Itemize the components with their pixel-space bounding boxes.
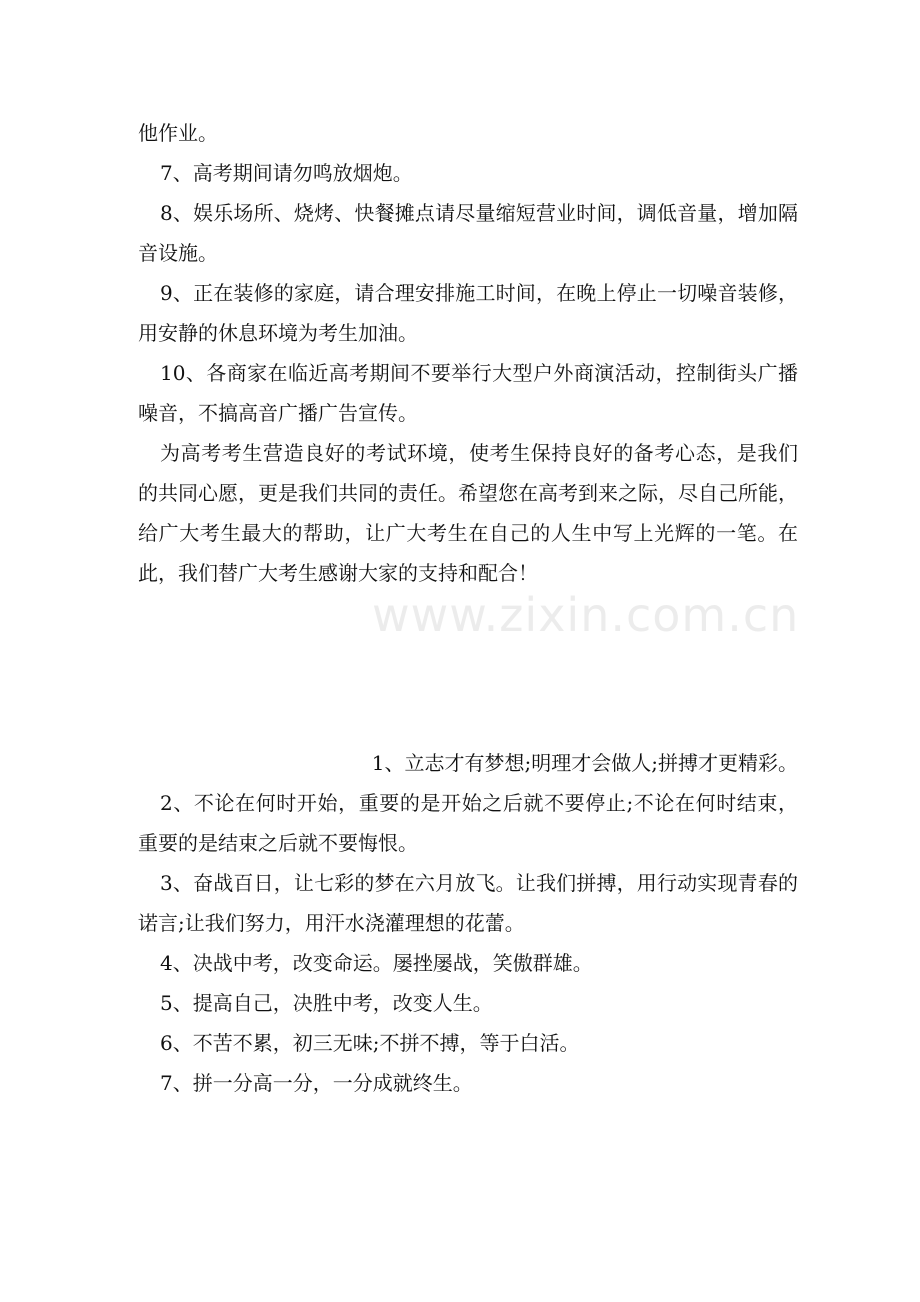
slogan-item-2: 2、不论在何时开始，重要的是开始之后就不要停止;不论在何时结束，重要的是结束之后就不要悔恨。: [138, 791, 798, 855]
slogan-item-6: 6、不苦不累，初三无味;不拼不搏，等于白活。: [160, 1031, 580, 1055]
slogan-section: [138, 743, 798, 1103]
slogan-item-3: 3、奋战百日，让七彩的梦在六月放飞。让我们拼搏，用行动实现青春的诺言;让我们努力，用汗水浇灌理想的花蕾。: [138, 871, 798, 935]
paragraph-continuation: 他作业。: [138, 121, 218, 145]
slogan-item-1: 1、立志才有梦想;明理才会做人;拼搏才更精彩。: [371, 751, 798, 775]
watermark: www.zixin.com.cn: [372, 588, 800, 642]
paragraph-closing: 为高考考生营造良好的考试环境，使考生保持良好的备考心态，是我们的共同心愿，更是我们共同的责任。希望您在高考到来之际，尽自己所能，给广大考生最大的帮助，让广大考生在自己的人生中写上光辉的一笔。在此，我们替广大考生感谢大家的支持和配合！: [138, 441, 798, 585]
slogan-item-5: 5、提高自己，决胜中考，改变人生。: [160, 991, 493, 1015]
paragraph-item-10: 10、各商家在临近高考期间不要举行大型户外商演活动，控制街头广播噪音，不搞高音广播广告宣传。: [138, 361, 798, 425]
notice-section: [138, 113, 798, 593]
slogan-item-4: 4、决战中考，改变命运。屡挫屡战，笑傲群雄。: [160, 951, 593, 975]
paragraph-item-9: 9、正在装修的家庭，请合理安排施工时间，在晚上停止一切噪音装修，用安静的休息环境为考生加油。: [138, 281, 798, 345]
paragraph-item-8: 8、娱乐场所、烧烤、快餐摊点请尽量缩短营业时间，调低音量，增加隔音设施。: [138, 201, 798, 265]
slogan-item-7: 7、拼一分高一分，一分成就终生。: [160, 1071, 473, 1095]
paragraph-item-7: 7、高考期间请勿鸣放烟炮。: [160, 161, 413, 185]
